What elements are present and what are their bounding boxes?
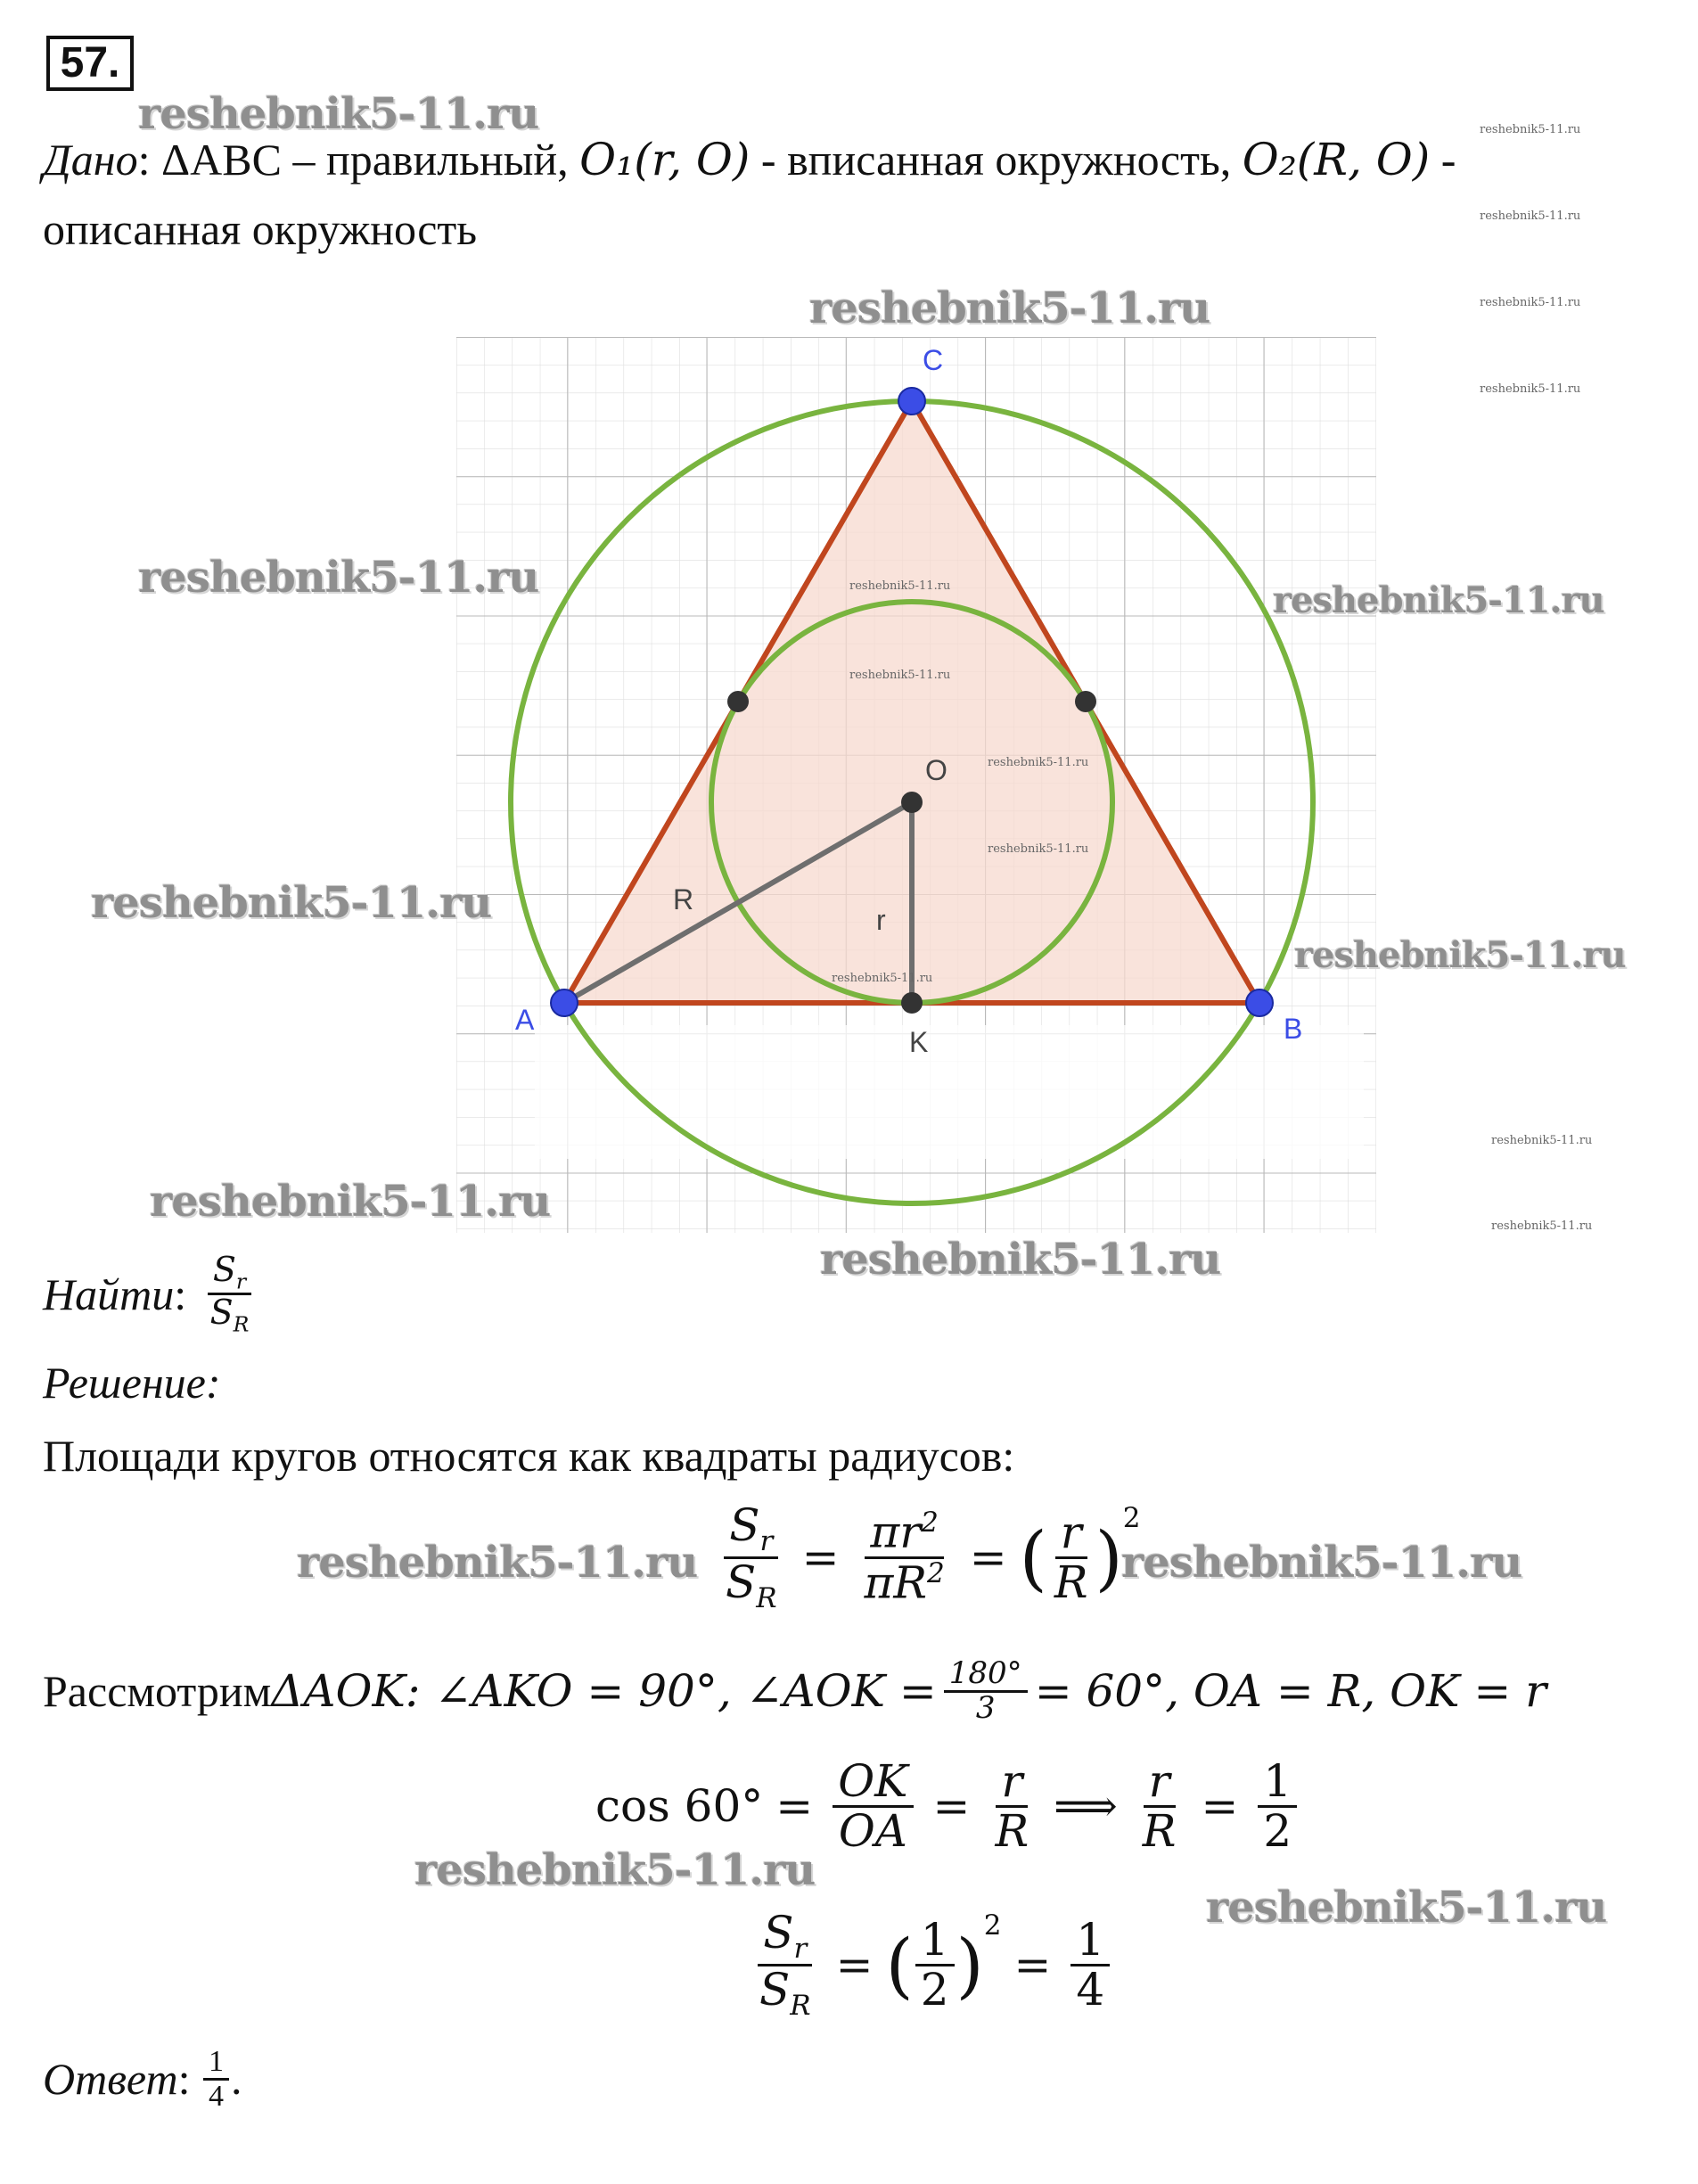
label-b: B <box>1284 1013 1303 1045</box>
vertex-b <box>1246 989 1273 1016</box>
problem-number: 57. <box>46 36 134 91</box>
watermark: reshebnik5-11.ru <box>138 89 539 139</box>
tangent-point-right <box>1075 691 1096 712</box>
watermark: reshebnik5-11.ru <box>849 669 951 682</box>
watermark: reshebnik5-11.ru <box>414 1845 816 1895</box>
watermark: reshebnik5-11.ru <box>297 1538 698 1588</box>
answer-fraction: $\frac{1}{4}$ <box>203 2046 229 2112</box>
watermark: reshebnik5-11.ru <box>1480 382 1581 396</box>
watermark: reshebnik5-11.ru <box>832 972 933 985</box>
find-line: Найти : $\frac{S_r}{S_R}$ <box>43 1252 261 1336</box>
watermark: reshebnik5-11.ru <box>1206 1883 1607 1933</box>
given-line-2: описанная окружность <box>43 204 478 254</box>
solution-text-2: Рассмотрим ΔAOK: ∠AKO = 90°, ∠AOK = $\frac{180^\circ}{3}$ = 60°, OA = R, OK = r <box>43 1655 1547 1726</box>
tangent-point-left <box>727 691 749 712</box>
label-k: K <box>909 1026 929 1058</box>
label-o: O <box>925 754 947 786</box>
label-c: C <box>923 344 944 376</box>
label-a: A <box>515 1004 535 1036</box>
solution-label: Решение: <box>43 1358 221 1408</box>
find-fraction: $\frac{S_r}{S_R}$ <box>205 1252 255 1336</box>
vertex-c <box>898 388 925 415</box>
watermark: reshebnik5-11.ru <box>1491 1219 1593 1233</box>
watermark: reshebnik5-11.ru <box>1294 934 1626 976</box>
watermark: reshebnik5-11.ru <box>1273 579 1604 621</box>
given-text-a: : ΔABC – правильный, <box>137 135 580 185</box>
watermark: reshebnik5-11.ru <box>91 878 492 928</box>
point-k <box>901 992 923 1014</box>
answer-line: Ответ : $\frac{1}{4}$ . <box>43 2045 242 2113</box>
equation-area-ratio: $\frac{S_r}{S_R}$ = $\frac{\pi r^2}{\pi R^2}$ = ( $\frac{r}{R}$ ) $^2$ <box>726 1499 1141 1614</box>
watermark: reshebnik5-11.ru <box>988 756 1089 769</box>
answer-label: Ответ <box>43 2054 178 2105</box>
given-text-b: - вписанная окружность, <box>750 135 1243 185</box>
watermark: reshebnik5-11.ru <box>150 1177 551 1227</box>
given-text-c: - <box>1430 135 1456 185</box>
angle-fraction: $\frac{180^\circ}{3}$ <box>944 1658 1028 1724</box>
equation-result: $\frac{S_r}{S_R}$ = ( $\frac{1}{2}$ ) $^2$ = $\frac{1}{4}$ <box>747 1909 1117 2020</box>
solution-text-1: Площади кругов относятся как квадраты радиусов: <box>43 1431 1015 1481</box>
watermark: reshebnik5-11.ru <box>820 1235 1221 1285</box>
vertex-a <box>551 989 578 1016</box>
watermark: reshebnik5-11.ru <box>138 553 539 603</box>
watermark: reshebnik5-11.ru <box>1480 296 1581 309</box>
watermark: reshebnik5-11.ru <box>1121 1538 1522 1588</box>
circumcircle-notation: O₂(R, O) <box>1242 134 1431 185</box>
label-small-r: r <box>876 904 886 936</box>
find-label: Найти <box>43 1269 175 1319</box>
given-label: Дано <box>43 135 138 185</box>
watermark: reshebnik5-11.ru <box>1480 209 1581 223</box>
equation-cosine: cos 60° = $\frac{OK}{OA}$ = $\frac{r}{R}$ ⟹ $\frac{r}{R}$ = $\frac{1}{2}$ <box>595 1758 1304 1854</box>
watermark: reshebnik5-11.ru <box>809 283 1210 333</box>
incircle-notation: O₁(r, O) <box>579 134 751 185</box>
label-big-r: R <box>673 883 694 915</box>
watermark: reshebnik5-11.ru <box>1491 1134 1593 1147</box>
watermark: reshebnik5-11.ru <box>988 842 1089 856</box>
point-o <box>901 792 923 813</box>
watermark: reshebnik5-11.ru <box>1480 123 1581 136</box>
watermark: reshebnik5-11.ru <box>849 579 951 593</box>
